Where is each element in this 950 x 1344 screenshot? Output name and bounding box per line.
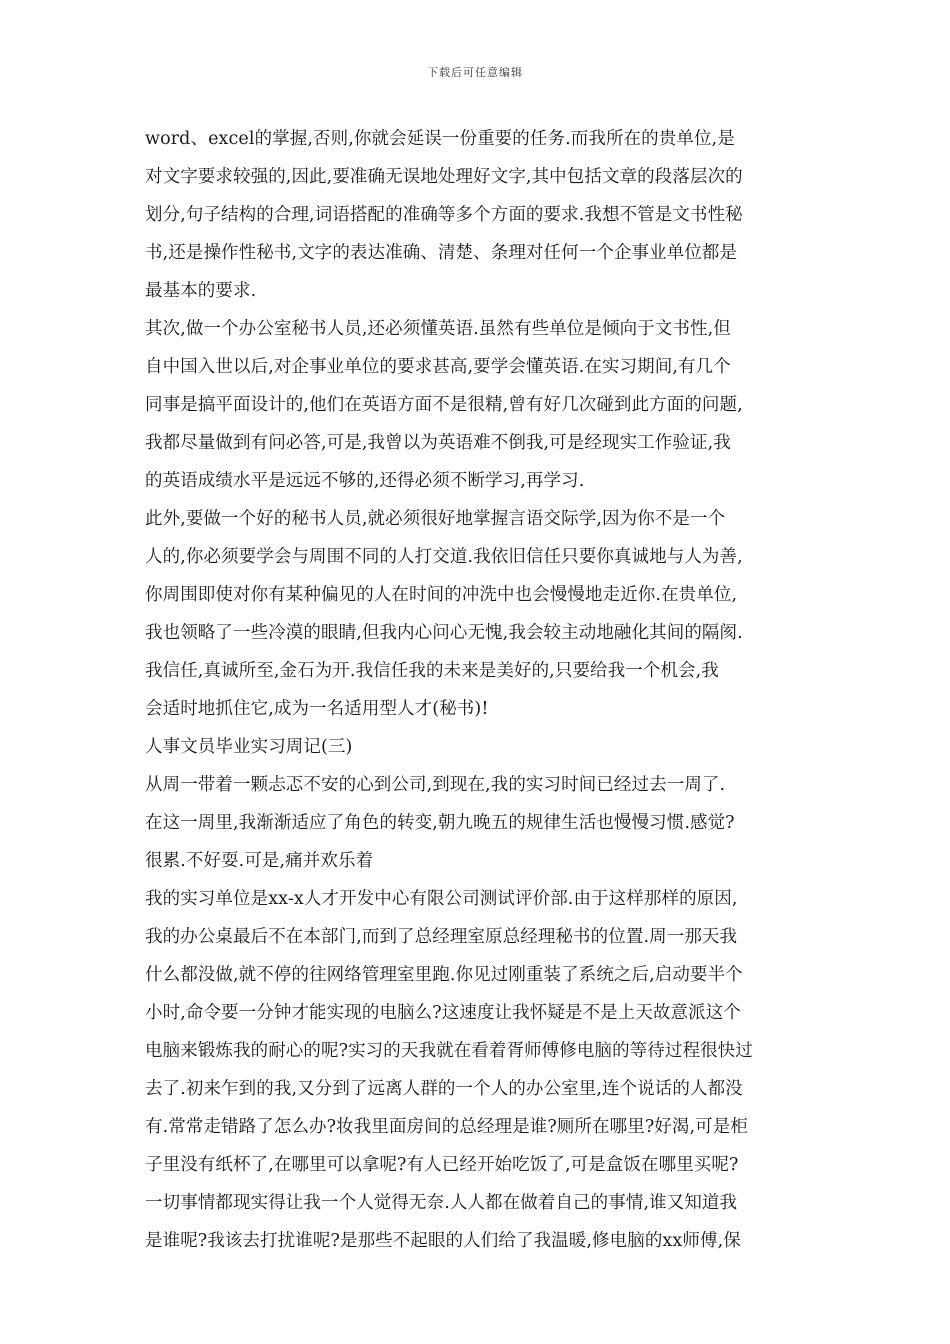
text-line: 会适时地抓住它,成为一名适用型人才(秘书)! bbox=[145, 699, 489, 719]
text-line: 划分,句子结构的合理,词语搭配的准确等多个方面的要求.我想不管是文书性秘 bbox=[145, 205, 743, 225]
text-line: 书,还是操作性秘书,文字的表达准确、清楚、条理对任何一个企事业单位都是 bbox=[145, 243, 738, 263]
text-line: 我的实习单位是xx-x人才开发中心有限公司测试评价部.由于这样那样的原因, bbox=[145, 889, 738, 909]
text-line: 我都尽量做到有问必答,可是,我曾以为英语难不倒我,可是经现实工作验证,我 bbox=[145, 433, 731, 453]
text-line: 很累.不好耍.可是,痛并欢乐着 bbox=[145, 851, 374, 871]
text-line: 一切事情都现实得让我一个人觉得无奈.人人都在做着自己的事情,谁又知道我 bbox=[145, 1193, 738, 1213]
text-line: 我也领略了一些冷漠的眼睛,但我内心问心无愧,我会较主动地融化其间的隔阂. bbox=[145, 623, 743, 643]
text-line: 小时,命令要一分钟才能实现的电脑么?这速度让我怀疑是不是上天故意派这个 bbox=[145, 1003, 741, 1023]
text-line: 此外,要做一个好的秘书人员,就必须很好地掌握言语交际学,因为你不是一个 bbox=[145, 509, 726, 529]
text-line: 自中国入世以后,对企事业单位的要求甚高,要学会懂英语.在实习期间,有几个 bbox=[145, 357, 731, 377]
document-body bbox=[145, 120, 815, 1260]
text-line: 人的,你必须要学会与周围不同的人打交道.我依旧信任只要你真诚地与人为善, bbox=[145, 547, 743, 567]
text-line: 你周围即使对你有某种偏见的人在时间的冲洗中也会慢慢地走近你.在贵单位, bbox=[145, 585, 738, 605]
text-line: 子里没有纸杯了,在哪里可以拿呢?有人已经开始吃饭了,可是盒饭在哪里买呢? bbox=[145, 1155, 739, 1175]
text-line: 在这一周里,我渐渐适应了角色的转变,朝九晚五的规律生活也慢慢习惯.感觉? bbox=[145, 813, 735, 833]
text-line: 最基本的要求. bbox=[145, 281, 257, 301]
text-line: 什么都没做,就不停的往网络管理室里跑.你见过刚重装了系统之后,启动要半个 bbox=[145, 965, 743, 985]
text-line: 电脑来锻炼我的耐心的呢?实习的天我就在看着胥师傅修电脑的等待过程很快过 bbox=[145, 1041, 753, 1061]
text-line: 去了.初来乍到的我,又分到了远离人群的一个人的办公室里,连个说话的人都没 bbox=[145, 1079, 743, 1099]
section-heading: 人事文员毕业实习周记(三) bbox=[145, 737, 353, 757]
text-line: 的英语成绩水平是远远不够的,还得必须不断学习,再学习. bbox=[145, 471, 585, 491]
text-line: 有.常常走错路了怎么办?妆我里面房间的总经理是谁?厕所在哪里?好渴,可是柜 bbox=[145, 1117, 748, 1137]
text-line: 我信任,真诚所至,金石为开.我信任我的未来是美好的,只要给我一个机会,我 bbox=[145, 661, 719, 681]
text-line: 对文字要求较强的,因此,要准确无误地处理好文字,其中包括文章的段落层次的 bbox=[145, 167, 743, 187]
text-line: 从周一带着一颗忐忑不安的心到公司,到现在,我的实习时间已经过去一周了. bbox=[145, 775, 726, 795]
page-header: 下载后可任意编辑 bbox=[427, 66, 523, 79]
text-line: 同事是搞平面设计的,他们在英语方面不是很精,曾有好几次碰到此方面的问题, bbox=[145, 395, 743, 415]
text-line: 我的办公桌最后不在本部门,而到了总经理室原总经理秘书的位置.周一那天我 bbox=[145, 927, 738, 947]
text-line: word、excel的掌握,否则,你就会延误一份重要的任务.而我所在的贵单位,是 bbox=[145, 129, 735, 149]
text-line: 是谁呢?我该去打扰谁呢?是那些不起眼的人们给了我温暖,修电脑的xx师傅,保 bbox=[145, 1231, 741, 1251]
text-line: 其次,做一个办公室秘书人员,还必须懂英语.虽然有些单位是倾向于文书性,但 bbox=[145, 319, 731, 339]
